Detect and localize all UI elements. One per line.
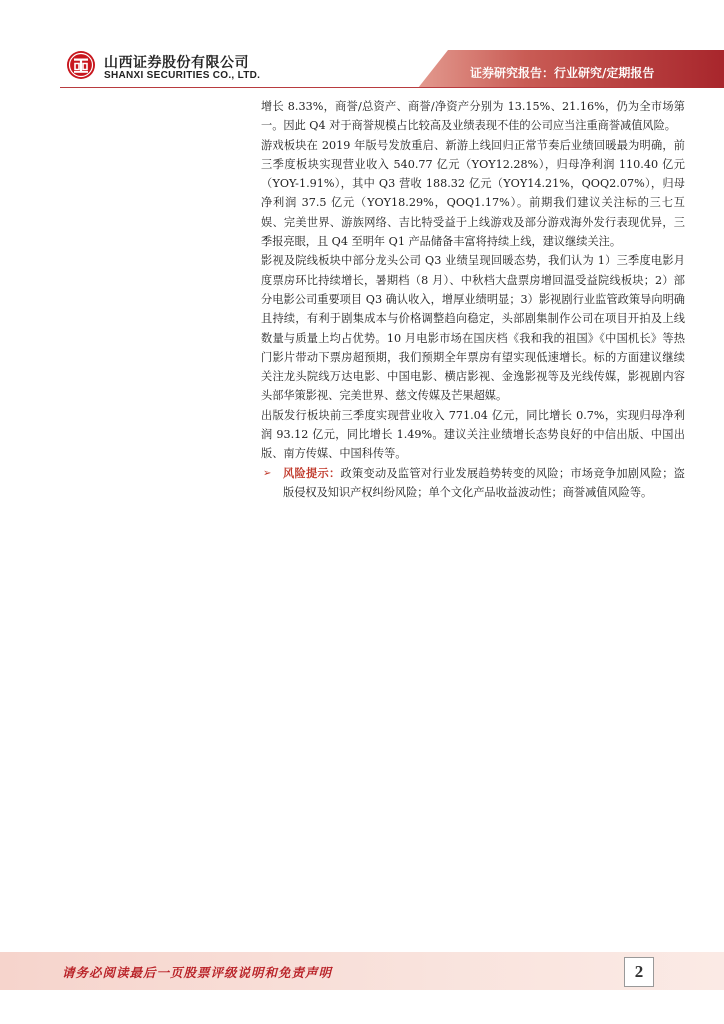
- report-body: [261, 97, 685, 502]
- risk-warning-text: 政策变动及监管对行业发展趋势转变的风险；市场竞争加剧风险；盗版侵权及知识产权纠纷风险；单个文化产品收益波动性；商誉减值风险等。: [283, 466, 685, 499]
- company-logo-icon: [66, 50, 96, 80]
- company-name-cn: 山西证券股份有限公司: [104, 55, 249, 71]
- paragraph-gaming: 游戏板块在 2019 年版号发放重启、新游上线回归正常节奏后业绩回暖最为明确，前三季度板块实现营业收入 540.77 亿元（YOY12.28%），归母净利润 110.40 亿元（YOY-1.91%），其中 Q3 营收 188.32 亿元（YOY14.21%，QOQ2.07%），归母净利润 37.5 亿元（YOY18.29%，QOQ1.17%）。前期我们建议关注标的三七互娱、完美世界、游族网络、吉比特受益于上线游戏及部分游戏海外发行表现优异，三季报亮眼，且 Q4 至明年 Q1 产品储备丰富将持续上线，建议继续关注。: [261, 138, 685, 249]
- paragraph-film-cinema: 影视及院线板块中部分龙头公司 Q3 业绩呈现回暖态势，我们认为 1）三季度电影月度票房环比持续增长，暑期档（8 月）、中秋档大盘票房增回温受益院线板块；2）部分电影公司重要项目 Q3 确认收入，增厚业绩明显；3）影视剧行业监管政策导向明确且持续，有利于剧集成本与价格调整趋向稳定，头部剧集制作公司在项目开拍及上线数量与质量上均占优势。10 月电影市场在国庆档《我和我的祖国》《中国机长》等热门影片带动下票房超预期，我们预期全年票房有望实现低速增长。标的方面建议继续关注龙头院线万达电影、中国电影、横店影视、金逸影视等及光线传媒，影视剧内容头部华策影视、完美世界、慈文传媒及芒果超媒。: [261, 254, 685, 403]
- paragraph-publishing: 出版发行板块前三季度实现营业收入 771.04 亿元，同比增长 0.7%，实现归母净利润 93.12 亿元，同比增长 1.49%。建议关注业绩增长态势良好的中信出版、中国出版、南方传媒、中国科传等。: [261, 408, 685, 461]
- report-type-label: 证券研究报告：行业研究/定期报告: [470, 66, 655, 80]
- disclaimer-notice: 请务必阅读最后一页股票评级说明和免责声明: [62, 965, 333, 980]
- company-name-en: SHANXI SECURITIES CO., LTD.: [104, 70, 261, 81]
- page-number: 2: [624, 957, 654, 987]
- paragraph-goodwill: 增长 8.33%，商誉/总资产、商誉/净资产分别为 13.15%、21.16%，仍为全市场第一。因此 Q4 对于商誉规模占比较高及业绩表现不佳的公司应当注重商誉减值风险。: [261, 100, 685, 133]
- header-divider: [60, 87, 670, 88]
- risk-warning: [261, 464, 685, 503]
- arrow-bullet-icon: ➢: [263, 467, 272, 479]
- page-header: [0, 0, 724, 100]
- risk-warning-label: 风险提示：: [283, 466, 341, 480]
